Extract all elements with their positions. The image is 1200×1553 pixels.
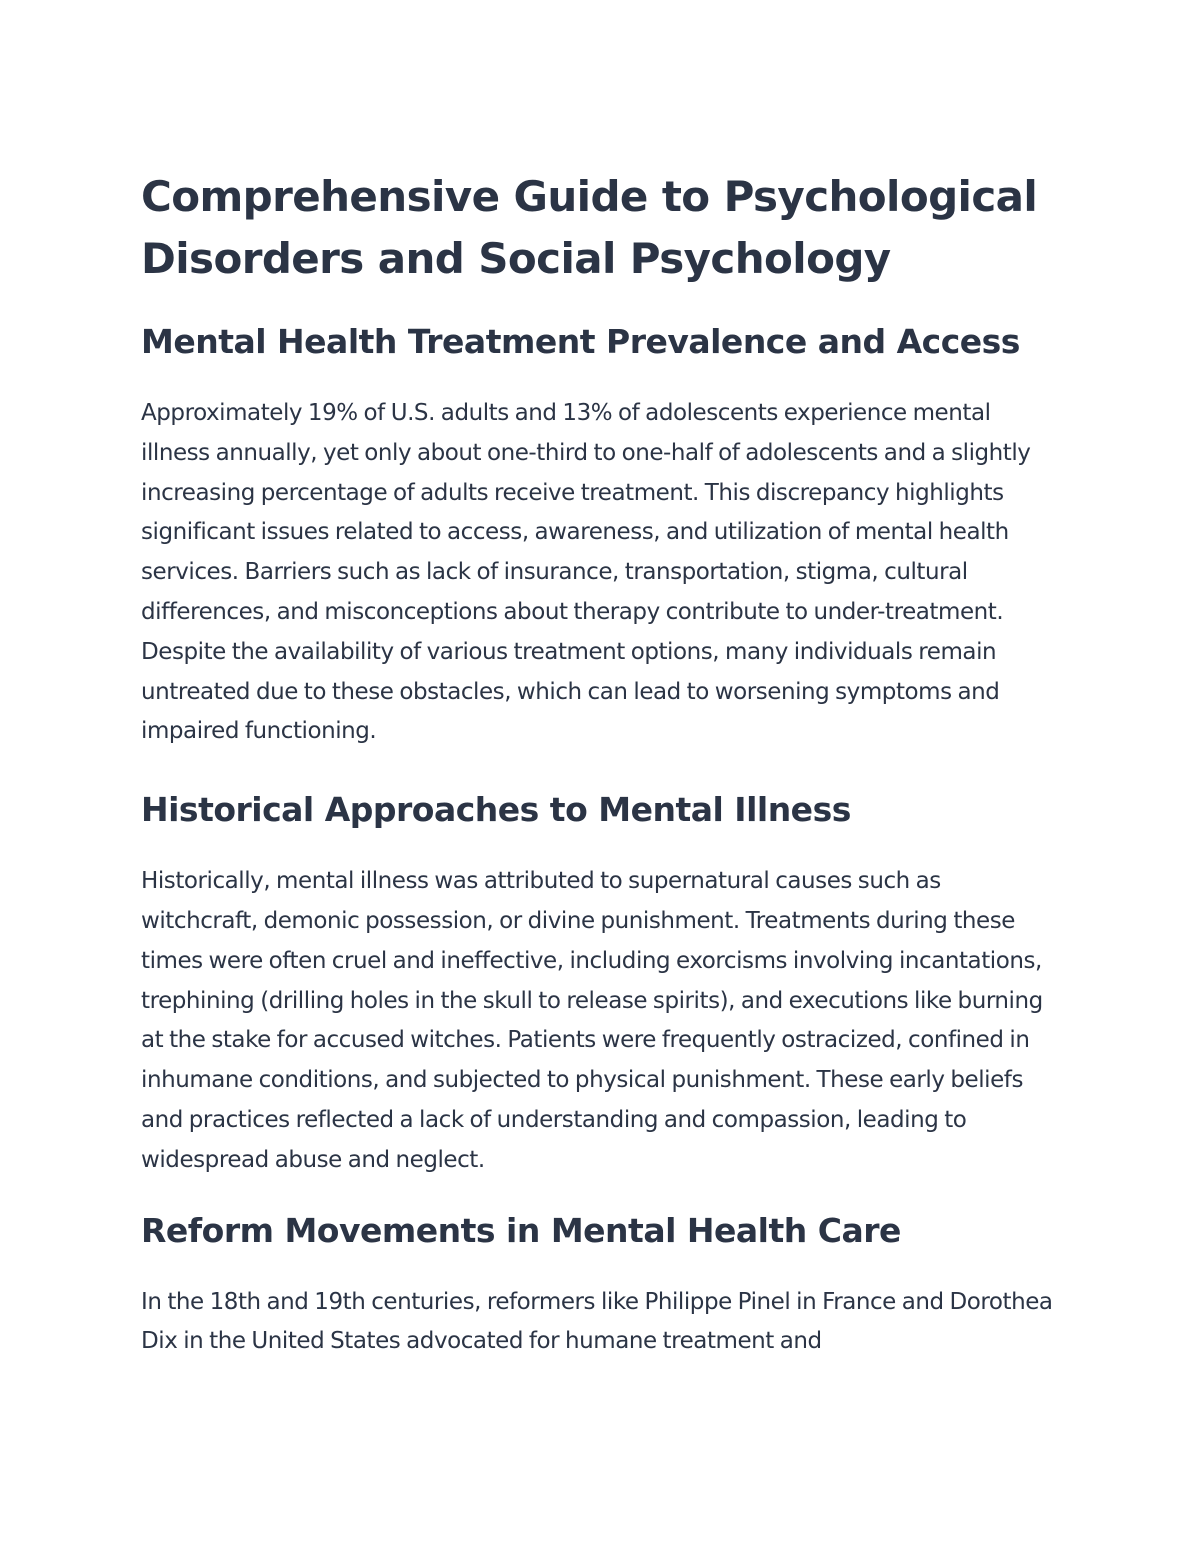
document-title: Comprehensive Guide to Psychological Disorders and Social Psychology xyxy=(141,172,1038,283)
section-heading-historical-approaches: Historical Approaches to Mental Illness xyxy=(141,790,851,830)
section-body-historical-approaches: Historically, mental illness was attributed to supernatural causes such as witchcraft, demonic possession, or divine punishment. Treatments during these times were often cruel and ineffective, including exorcisms involving incantations, trephining (drilling holes in the skull to release spirits), and executions like burning at the stake for accused witches. Patients were frequently ostracized, confined in inhumane conditions, and subjected to physical punishment. These early beliefs and practices reflected a lack of understanding and compassion, leading to widespread abuse and neglect. xyxy=(141,868,1043,1173)
section-heading-reform-movements: Reform Movements in Mental Health Care xyxy=(141,1210,901,1250)
section-body-treatment-prevalence: Approximately 19% of U.S. adults and 13% of adolescents experience mental illness annually, yet only about one-third to one-half of adolescents and a slightly increasing percentage of adults receive treatment. This discrepancy highlights significant issues related to access, awareness, and utilization of mental health services. Barriers such as lack of insurance, transportation, stigma, cultural differences, and misconceptions about therapy contribute to under-treatment. Despite the availability of various treatment options, many individuals remain untreated due to these obstacles, which can lead to worsening symptoms and impaired functioning. xyxy=(141,400,1031,745)
document-page xyxy=(141,166,1061,1362)
section-heading-treatment-prevalence: Mental Health Treatment Prevalence and Access xyxy=(141,322,1020,361)
section-body-reform-movements: In the 18th and 19th centuries, reformers like Philippe Pinel in France and Dorothea Dix in the United States advocated for humane treatment and xyxy=(141,1288,1053,1355)
